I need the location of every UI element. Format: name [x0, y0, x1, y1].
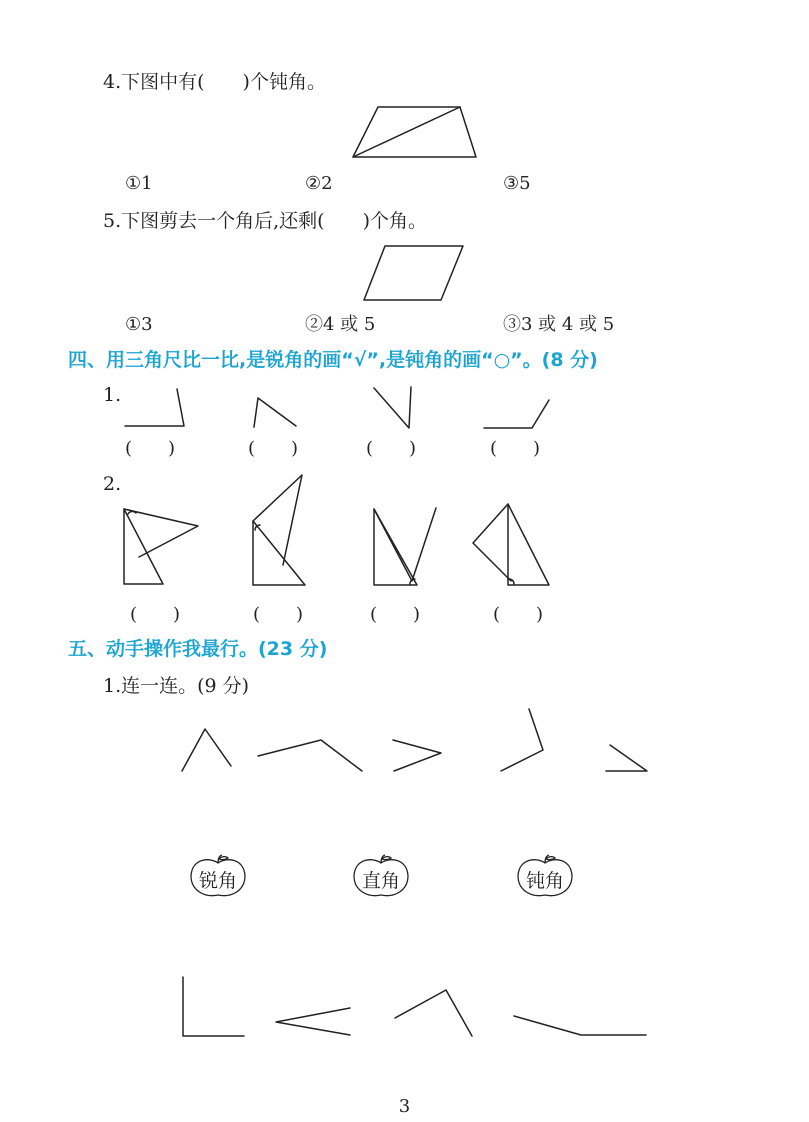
apple-obtuse-label: [515, 854, 575, 900]
angle-figure: [254, 398, 296, 427]
q5-prompt: 5.下图剪去一个角后,还剩( )个角。: [103, 210, 427, 232]
answer-paren: ( ): [370, 604, 421, 625]
angle-figure: [606, 745, 647, 771]
set-square-figure-1: [124, 509, 198, 584]
section-4-item-1-label: 1.: [103, 384, 122, 406]
q4-option-2: ②2: [305, 173, 333, 194]
angle-figure: [182, 729, 231, 771]
angle-figure: [258, 740, 362, 771]
angle-figure: [514, 1016, 646, 1035]
apple-label: 直角: [361, 870, 400, 892]
angle-figure: [501, 709, 543, 771]
angle-figure: [183, 977, 244, 1036]
q5-option-2: ②4 或 5: [305, 314, 376, 335]
q5-option-1: ①3: [125, 314, 153, 335]
angle-figure: [276, 1008, 350, 1035]
answer-paren: ( ): [130, 604, 181, 625]
angle-figure: [125, 389, 184, 426]
answer-paren: ( ): [493, 604, 544, 625]
q4-option-3: ③5: [503, 173, 531, 194]
angle-figure: [395, 990, 472, 1036]
angle-figure: [484, 400, 549, 428]
q4-option-1: ①1: [125, 173, 153, 194]
page-number: 3: [398, 1096, 411, 1117]
angle-figure: [393, 740, 441, 771]
answer-paren: ( ): [248, 438, 299, 459]
angle-figure: [374, 387, 411, 428]
section-4-title: 四、用三角尺比一比,是锐角的画“√”,是钝角的画“○”。(8 分): [68, 349, 598, 371]
apple-acute-label: [188, 854, 248, 900]
section-5-title: 五、动手操作我最行。(23 分): [68, 638, 328, 660]
q4-trapezoid-figure: [353, 107, 476, 157]
answer-paren: ( ): [490, 438, 541, 459]
answer-paren: ( ): [125, 438, 176, 459]
answer-paren: ( ): [366, 438, 417, 459]
q5-option-3: ③3 或 4 或 5: [503, 314, 615, 335]
set-square-figure-2: [253, 475, 305, 585]
apple-label: 钝角: [525, 870, 564, 892]
set-square-figure-4: [473, 504, 549, 585]
answer-paren: ( ): [253, 604, 304, 625]
apple-label: 锐角: [198, 870, 237, 892]
section-5-sub-1: 1.连一连。(9 分): [103, 675, 250, 697]
section-4-item-2-label: 2.: [103, 473, 122, 495]
set-square-figure-3: [374, 508, 436, 585]
apple-right-label: [351, 854, 411, 900]
q4-prompt: 4.下图中有( )个钝角。: [103, 71, 326, 93]
q5-parallelogram-figure: [364, 246, 463, 300]
